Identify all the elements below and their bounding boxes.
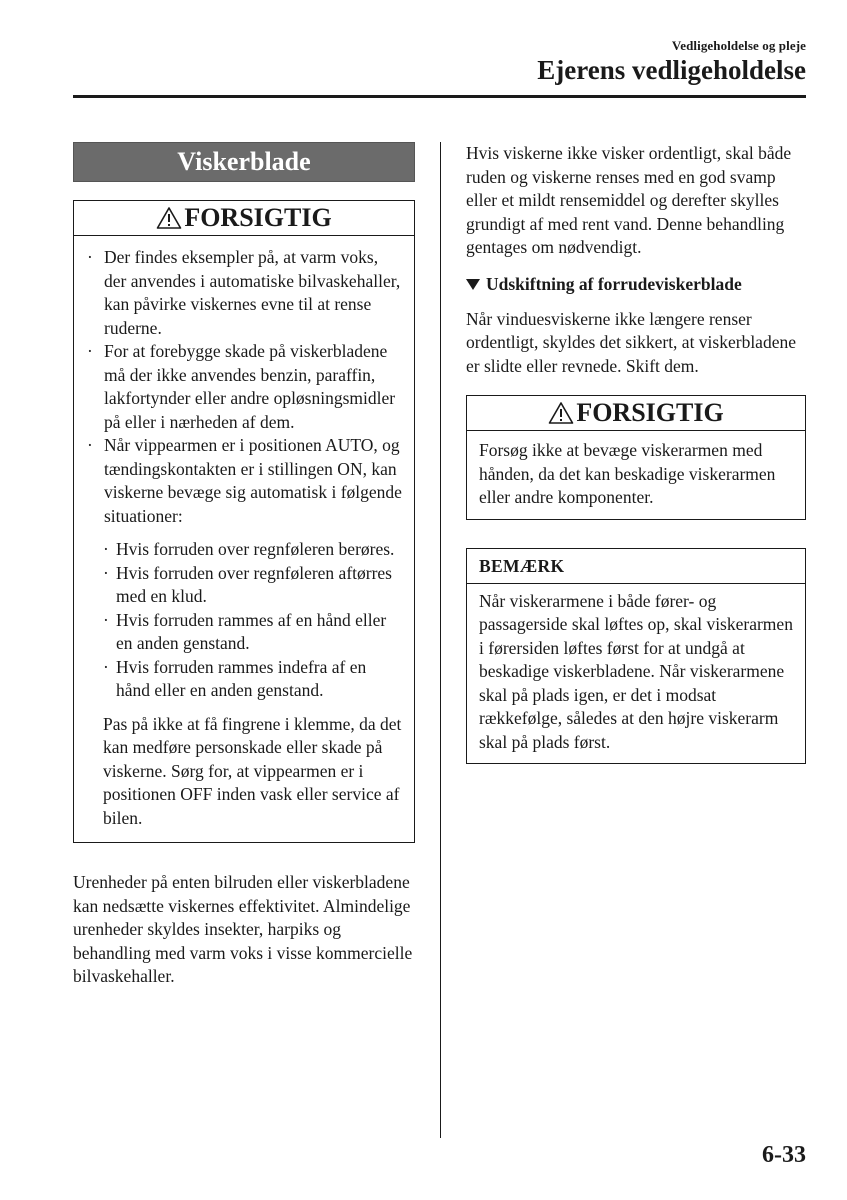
page-title: Ejerens vedligeholdelse <box>537 55 806 85</box>
sub-list <box>86 538 402 703</box>
bullet-marker: · <box>103 609 109 630</box>
subheading-text: Udskiftning af forrudeviskerblade <box>486 273 742 294</box>
right-column <box>466 142 806 764</box>
triangle-down-icon <box>466 278 480 291</box>
sub-bullet-text: Hvis forruden over regnføleren berøres. <box>116 539 395 559</box>
header-section-label: Vedligeholdelse og pleje <box>671 38 806 53</box>
caution-box <box>466 395 806 520</box>
caution-note: Pas på ikke at få fingrene i klemme, da det kan medføre personskade eller skade på viskerne. Sørg for, at vippearmen er i positionen OFF inden vask eller service af bilen. <box>103 713 402 828</box>
sub-bullet-text: Hvis forruden over regnføleren aftørres med en klud. <box>116 562 392 606</box>
caution-box <box>73 200 415 843</box>
sub-list-item <box>86 609 402 656</box>
caution-header <box>467 396 805 431</box>
bullet-marker: · <box>87 341 93 361</box>
sub-bullet-text: Hvis forruden rammes af en hånd eller en anden genstand. <box>116 609 387 653</box>
sub-bullet-text: Hvis forruden rammes indefra af en hånd eller en anden genstand. <box>116 656 367 700</box>
caution-title: FORSIGTIG <box>576 398 724 427</box>
list-item <box>86 246 402 340</box>
body-paragraph: Når vinduesviskerne ikke længere renser ordentligt, skyldes det sikkert, at viskerbladene er slidte eller revnede. Skift dem. <box>466 308 796 376</box>
left-column <box>73 142 415 989</box>
note-body: Når viskerarmene i både fører- og passagerside skal løftes op, skal viskerarmen i førersiden løftes først for at undgå at beskadige viskerbladene. Når viskerarmene skal på plads igen, er det i modsat rækkefølge, således at den højre viskerarm skal på plads først. <box>479 590 793 752</box>
sub-list-item <box>86 562 402 609</box>
list-item <box>86 434 402 528</box>
sub-list-item <box>86 656 402 703</box>
note-box <box>466 548 806 765</box>
bullet-text: Der findes eksempler på, at varm voks, der anvendes i automatiske bilvaskehaller, kan påvirke viskernes evne til at rense ruderne. <box>104 247 401 338</box>
warning-triangle-icon <box>548 401 574 425</box>
caution-header <box>74 201 414 236</box>
body-paragraph: Urenheder på enten bilruden eller viskerbladene kan nedsætte viskernes effektivitet. Almindelige urenheder skyldes insekter, harpiks og behandling med varm voks i visse kommercielle bilvaskehaller. <box>73 872 413 986</box>
caution-title: FORSIGTIG <box>184 203 332 232</box>
caution-body <box>74 236 414 842</box>
bullet-marker: · <box>103 656 109 677</box>
page-number: 6-33 <box>762 1142 806 1168</box>
list-item <box>86 340 402 434</box>
caution-body: Forsøg ikke at bevæge viskerarmen med hånden, da det kan beskadige viskerarmen eller andre komponenter. <box>479 440 776 507</box>
bullet-marker: · <box>87 435 93 455</box>
note-title: BEMÆRK <box>467 549 805 584</box>
bullet-marker: · <box>103 562 109 583</box>
warning-triangle-icon <box>156 206 182 230</box>
bullet-text: Når vippearmen er i positionen AUTO, og tændingskontakten er i stillingen ON, kan viskerne bevæge sig automatisk i følgende situationer: <box>104 435 402 526</box>
header-rule <box>73 95 806 98</box>
bullet-text: For at forebygge skade på viskerbladene må der ikke anvendes benzin, paraffin, lakfortynder eller andre opløsningsmidler på eller i nærheden af dem. <box>104 341 396 432</box>
column-divider <box>440 142 441 1138</box>
sub-list-item <box>86 538 402 562</box>
section-banner: Viskerblade <box>73 142 415 182</box>
body-paragraph: Hvis viskerne ikke visker ordentligt, skal både ruden og viskerne renses med en god svamp eller et mildt rensemiddel og derefter skylles grundigt af med rent vand. Denne behandling gentages om nødvendigt. <box>466 143 792 257</box>
subheading <box>466 274 806 295</box>
bullet-marker: · <box>87 247 93 267</box>
bullet-marker: · <box>103 539 109 559</box>
